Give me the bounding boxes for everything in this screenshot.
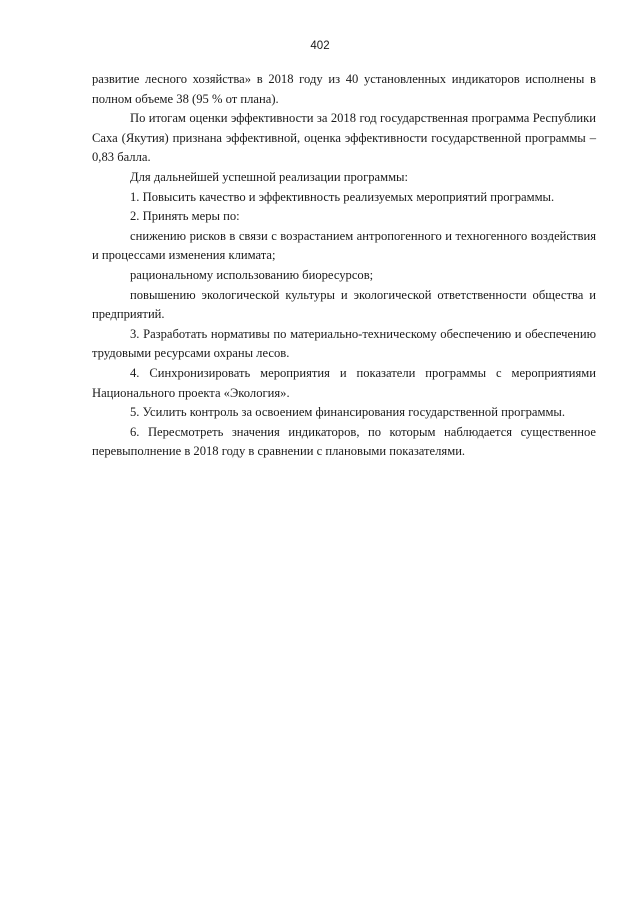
list-item-3: 3. Разработать нормативы по материально-техническому обеспечению и обеспечению трудовыми ресурсами охраны лесов.: [92, 326, 596, 361]
paragraph-recommendations-intro: Для дальнейшей успешной реализации программы:: [130, 169, 409, 184]
paragraph-continuation: развитие лесного хозяйства» в 2018 году из 40 установленных индикаторов исполнены в полном объеме 38 (95 % от плана).: [92, 72, 596, 106]
page-number: 402: [310, 40, 330, 52]
paragraph-evaluation-result: По итогам оценки эффективности за 2018 год государственная программа Республики Саха (Якутия) признана эффективной, оценка эффективности государственной программы – 0,83 балла.: [92, 111, 596, 165]
sub-item-risks: снижению рисков в связи с возрастанием антропогенного и техногенного воздействия и процессами изменения климата;: [92, 228, 596, 263]
document-body: [92, 70, 596, 462]
sub-item-bioresources: рациональному использованию биоресурсов;: [130, 267, 374, 282]
list-item-6: 6. Пересмотреть значения индикаторов, по которым наблюдается существенное перевыполнение в 2018 году в сравнении с плановыми показателями.: [92, 424, 596, 459]
list-item-1: 1. Повысить качество и эффективность реализуемых мероприятий программы.: [130, 189, 555, 204]
list-item-2: 2. Принять меры по:: [130, 209, 240, 224]
sub-item-ecological-culture: повышению экологической культуры и экологической ответственности общества и предприятий.: [92, 287, 596, 322]
list-item-5: 5. Усилить контроль за освоением финансирования государственной программы.: [130, 405, 566, 420]
list-item-4: 4. Синхронизировать мероприятия и показатели программы с мероприятиями Национального проекта «Экология».: [92, 365, 596, 400]
